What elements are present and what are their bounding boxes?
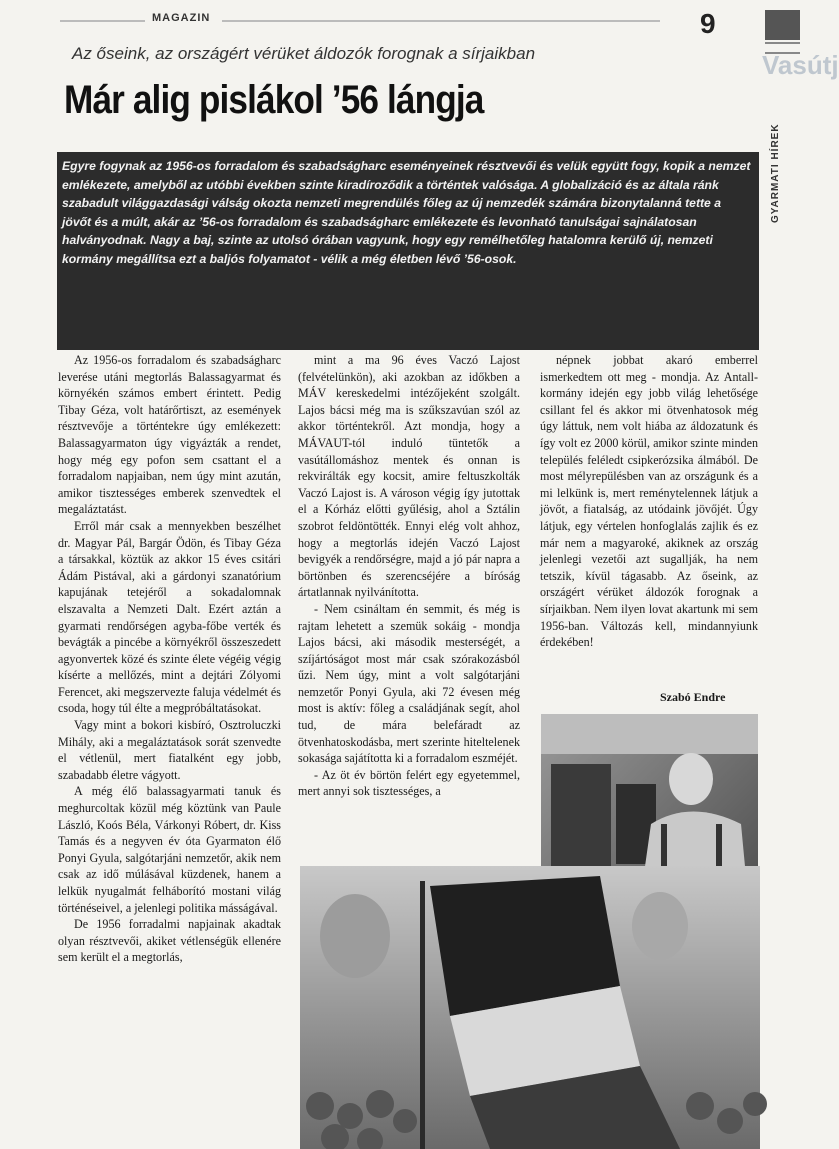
sidebar-section-label: GYARMATI HÍREK: [770, 123, 781, 223]
paragraph: mint a ma 96 éves Vaczó Lajost (felvételünkön), aki azokban az időkben a MÁV kereskedelmi intézőjeként szolgált. Lajos bácsi még ma is szűkszavúan szól az akkor történtekről. Azt mondja, hogy a MÁVAUT-tól induló tüntetők a vasútállomáshoz mentek és onnan is rekvirálták egy kocsit, amire feltuszkolták Vaczó Lajost is. A városon végig így jutottak el a Kórház előtti gyűlésig, ahol a Sztálin szobrot feldöntötték. Ennyi elég volt ahhoz, hogy a megtorlás idején Vaczó Lajost bevigyék a rendőrségre, majd a jó pár napra a börtönben és szerencséjére a bíróság ártatlannak nyilvánította.: [298, 353, 520, 600]
header-rule-left: [60, 20, 145, 22]
page-number: 9: [700, 8, 716, 39]
author-signature: Szabó Endre: [660, 690, 726, 704]
article-column-3: [540, 352, 758, 651]
article-headline: Már alig pislákol ’56 lángja: [64, 78, 484, 122]
paragraph: Vagy mint a bokori kisbíró, Osztroluczki Mihály, aki a megaláztatások sorát szenvedte el vétlenül, mert fiatalként egy jobb, szabadabb életre vágyott.: [58, 718, 281, 782]
paragraph: Az 1956-os forradalom és szabadságharc leverése utáni megtorlás Balassagyarmat és környékén számos embert érintett. Pedig Tibay Géza, volt határőrtiszt, az események résztvevője a történtekre úgy emlékezett: Balassagyarmaton úgy vigyázták a rendet, hogy még egy pofon sem csattant el a forradalom napjaiban, nem úgy mint azután, amikor tisztességes emberek szenvedtek el megaláztatást.: [58, 353, 281, 517]
section-label: MAGAZIN: [152, 12, 211, 24]
adjacent-page-ghost: Vasútj: [762, 50, 839, 80]
paragraph: népnek jobbat akaró emberrel ismerkedtem ott meg - mondja. Az Antall-kormány idején egy jobb világ lehetősége csillant fel és akkor mi ötvenhatosok még úgy láttuk, nem volt hiába az áldozatunk és így volt ez 2000 körül, amikor szinte minden település feléledt csipkerózsika álmából. De most mélyrepülésben van az országunk és a mi lelkünk is, mert reménytelennek látjuk a jövőt, a fiatalság, az utódaink jövőjét. Úgy látjuk, egy vértelen honfoglalás zajlik és ez már nem a magyaroké, akiknek az ország jelenlegi vezetői azt sugallják, ha nem tetszik, kívül tágasabb. Az őseink, az országért vérüket áldozók forognak a sírjaikban. Nem ilyen lovat akartunk mi sem 1956-ban. Változás kell, mindannyiunk érdekében!: [540, 353, 758, 650]
article-kicker: Az őseink, az országért vérüket áldozók forognak a sírjaikban: [72, 44, 536, 63]
paragraph: De 1956 forradalmi napjainak akadtak olyan résztvevői, akiket vétlenségük ellenére sem került el a megtorlás,: [58, 917, 281, 965]
article-column-1: [58, 352, 281, 966]
header-rule: [222, 20, 660, 22]
flag-crowd-photo: [300, 866, 760, 1149]
paragraph: Erről már csak a mennyekben beszélhet dr. Magyar Pál, Bargár Ödön, és Tibay Géza a társakkal, köztük az akkor 15 éves csitári Ádám Pistával, aki a gárdonyi szanatórium kapujának tetejéről a sokadalomnak elszavalta a Nemzeti Dalt. Ezért aztán a gyarmati rendőrségen agyba-főbe verték és bevágták a pincébe a környékről összeszedett agyonvertek közé és szinte élete végéig végig kísérte a mellőzés, mint a dejtári Zólyomi Ferencet, aki megszervezte faluja védelmét és csoda, hogy túl élte a megpróbáltatásokat.: [58, 518, 281, 716]
paragraph: A még élő balassagyarmati tanuk és meghurcoltak közül még köztünk van Paule László, Koós Béla, Várkonyi Róbert, dr. Kiss Tamás és a negyven év óta Gyarmaton élő Ponyi Gyula, salgótarjáni nemzetőr, akik nem csak az idő múlásával küzdenek, hanem a lelkük nyugalmát felháborító mostani világ történéseivel, a jelenlegi politika másságával.: [58, 784, 281, 915]
article-column-2: [298, 352, 520, 800]
side-tab-block: [765, 10, 800, 40]
article-lead: Egyre fogynak az 1956-os forradalom és szabadságharc eseményeinek résztvevői és velük együtt fogy, kopik a nemzet emlékezete, amelyből az utóbbi években szinte kiradíroződik a történtek valósága. A globalizáció és az általa ránk szabadult világgazdasági válság okozta nemzeti megrendülés főleg az új nemzedék számára bizonytalanná tette a jövőt és a múlt, akár az ’56-os forradalom és szabadságharc emlékezete és levonható tanulságai sajnálatosan halványodnak. Nagy a baj, szinte az utolsó órában vagyunk, hogy egy remélhetőleg hatalomra kerülő új, nemzeti kormány megállítsa ezt a baljós folyamatot - vélik a még életben lévő ’56-osok.: [62, 159, 751, 266]
paragraph: - Az öt év börtön felért egy egyetemmel, mert annyi sok tisztességes, a: [298, 767, 520, 799]
paragraph: - Nem csináltam én semmit, és még is rajtam lehetett a szemük sokáig - mondja Lajos bácsi, aki második mesterségét, a szíjártóságot most már csak szórakozásból űzi. Nem úgy, mint a volt salgótarjáni nemzetőr Ponyi Gyula, aki 72 évesen még most is aktív: főleg a családjának segít, ahol tud, de mára belefáradt az ötvenhatoskodásba, mert szerinte hiteltelenek sokasága sajátította ki a forradalom eszméjét.: [298, 601, 520, 766]
